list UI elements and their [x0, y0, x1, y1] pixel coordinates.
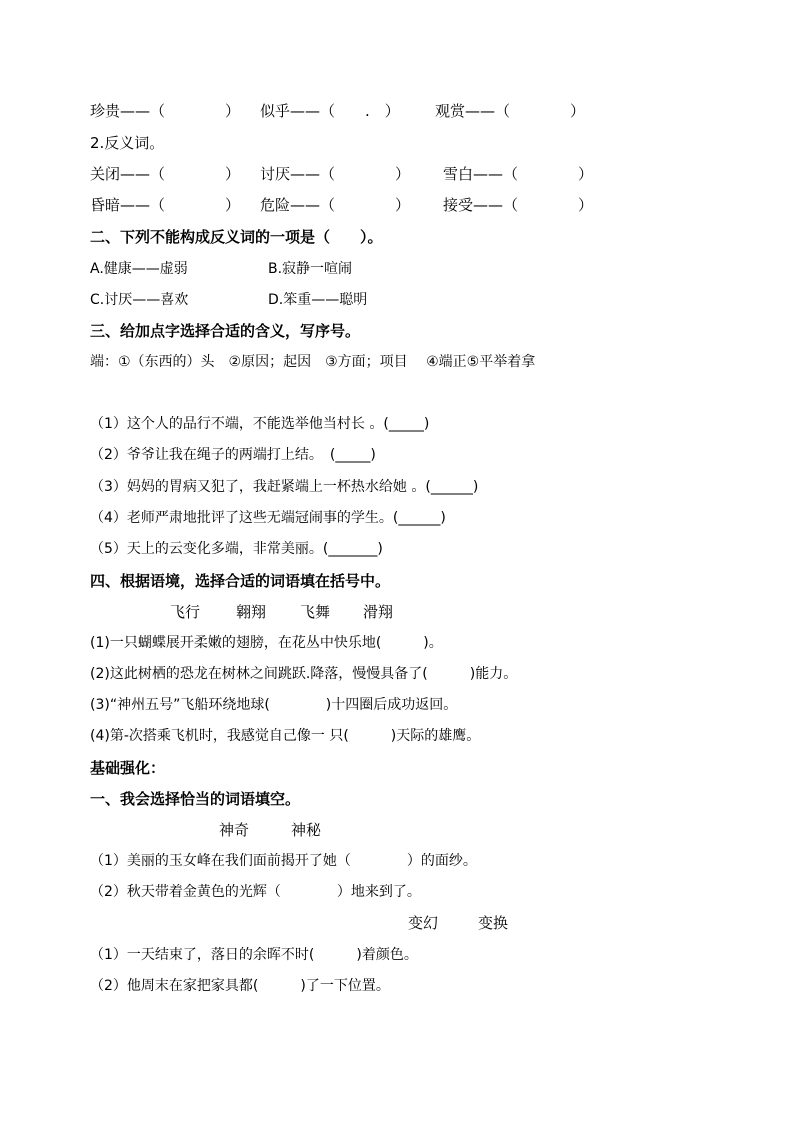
antonym-item: 危险——（ ）: [260, 196, 411, 214]
question-item: （2）他周末在家把家具都( )了一下位置。: [90, 978, 390, 994]
question-item: （2）秋天带着金黄色的光辉（ ）地来到了。: [90, 884, 421, 900]
section-title: 一、我会选择恰当的词语填空。: [90, 790, 301, 808]
antonym-item: 雪白——（ ）: [443, 165, 594, 183]
question-item: (2)这此树栖的恐龙在树林之间跳跃.降落，慢慢具备了( )能力。: [90, 666, 518, 682]
section-title: 二、下列不能构成反义词的一项是（ ）。: [90, 228, 383, 246]
section-title: 三、给加点字选择合适的含义，写序号。: [90, 322, 361, 340]
question-item: （1）一天结束了，落日的余晖不时( )着颜色。: [90, 947, 418, 963]
word-choice: 变换: [478, 914, 509, 932]
question-item: （1）这个人的品行不端，不能选举他当村长 。(_____): [90, 416, 430, 432]
question-item: （1）美丽的玉女峰在我们面前揭开了她（ ）的面纱。: [90, 853, 477, 869]
section-heading: 基础强化：: [90, 759, 166, 777]
option-item: B.寂静一喧闹: [268, 261, 353, 277]
word-choice: 滑翔: [363, 603, 394, 621]
question-item: (1)一只蝴蝶展开柔嫩的翅膀，在花丛中快乐地( )。: [90, 635, 443, 651]
word-choice: 神秘: [291, 821, 322, 839]
section-title: 四、根据语境，选择合适的词语填在括号中。: [90, 572, 391, 590]
antonym-item: 关闭——（ ）: [90, 165, 241, 183]
question-item: (4)第-次搭乘飞机时，我感觉自己像一 只( )天际的雄鹰。: [90, 728, 481, 744]
word-choice: 翱翔: [236, 603, 267, 621]
question-item: （3）妈妈的胃病又犯了，我赶紧端上一杯热水给她 。(______): [90, 479, 479, 495]
word-choice: 飞舞: [300, 603, 331, 621]
option-item: C.讨厌——喜欢: [90, 292, 189, 308]
antonym-title: 2.反义词。: [90, 134, 165, 152]
antonym-item: 昏暗——（ ）: [90, 196, 241, 214]
option-item: D.笨重——聪明: [268, 292, 368, 308]
antonym-item: 接受——（ ）: [443, 196, 594, 214]
question-item: (3)“神州五号”飞船环绕地球( )十四圈后成功返回。: [90, 697, 458, 713]
question-item: （2）爷爷让我在绳子的两端打上结。 (_____): [90, 447, 376, 463]
synonym-item: 观赏——（ ）: [435, 102, 586, 120]
question-item: （4）老师严肃地批评了这些无端冠闹事的学生。(______): [90, 510, 446, 526]
word-choice: 飞行: [170, 603, 201, 621]
option-item: A.健康——虚弱: [90, 261, 188, 277]
word-meanings: 端：①（东西的）头 ②原因；起因 ③方面；项目 ④端正⑤平举着拿: [90, 354, 536, 370]
word-choice: 变幻: [408, 914, 439, 932]
antonym-item: 讨厌——（ ）: [260, 165, 411, 183]
synonym-item: 似乎——（ . ）: [260, 102, 400, 120]
word-choice: 神奇: [219, 821, 250, 839]
question-item: （5）天上的云变化多端，非常美丽。(_______): [90, 541, 383, 557]
synonym-item: 珍贵——（ ）: [90, 102, 241, 120]
